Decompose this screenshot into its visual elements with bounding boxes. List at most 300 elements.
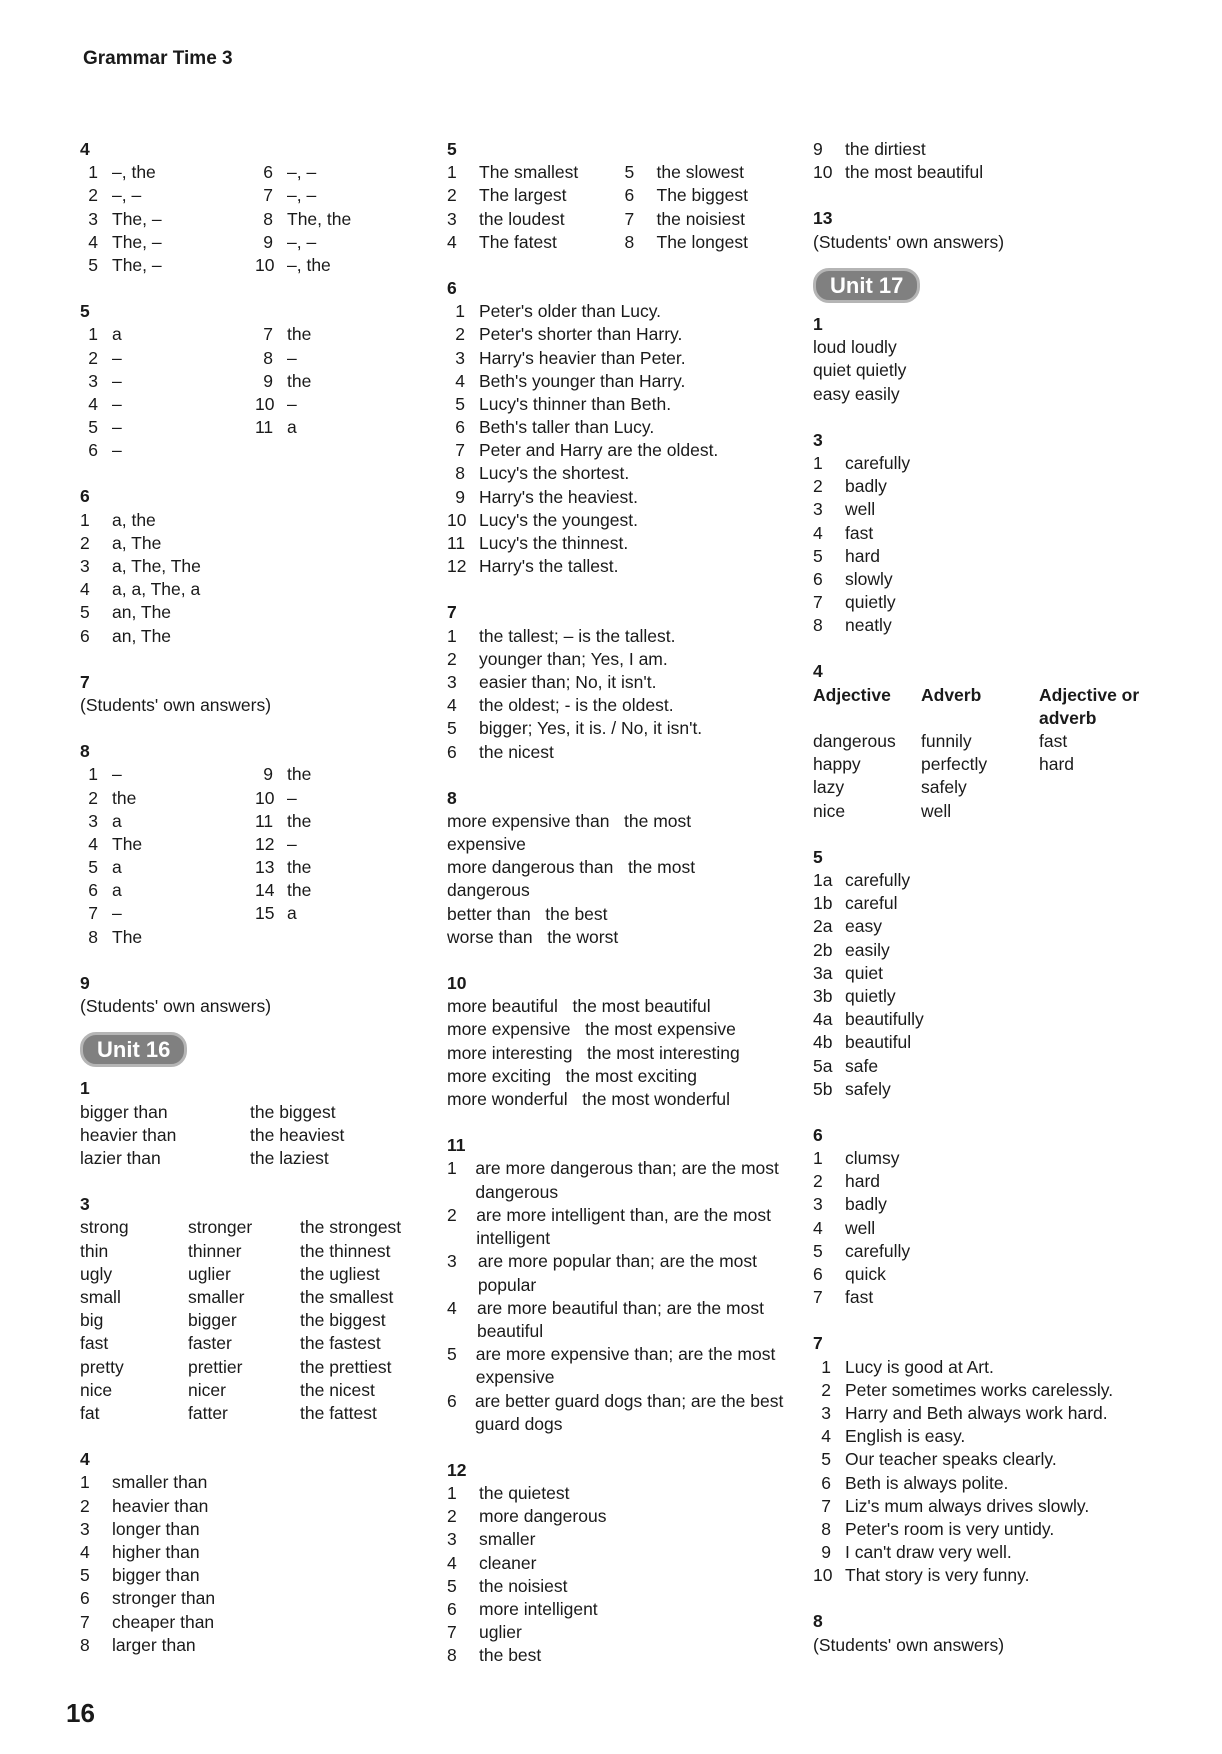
item-number: 8 [821,1518,831,1539]
exercise-5 [447,138,802,254]
exercise-number: 5 [80,301,90,322]
item-number: 8 [88,926,98,947]
right-column [813,138,1173,1680]
item-answer: Lucy's the thinnest. [479,533,629,553]
item-answer: carefully [845,870,911,891]
item-answer: heavier than [112,1495,209,1516]
exercise-number: 7 [447,602,457,623]
item-number: 4a [813,1009,833,1030]
answer-item [447,1482,802,1505]
item-answer: badly [845,476,887,497]
item-answer: The longest [656,231,748,252]
item-number: 3a [813,962,833,983]
item-number: 6 [80,1588,90,1609]
exercise-number: 10 [447,973,467,994]
item-number: 5 [447,718,457,739]
item-answer: a, The [112,532,162,553]
answer-item [80,1611,430,1634]
item-number: 4 [813,1217,823,1238]
answer-item [447,300,802,323]
item-answer: the slowest [656,162,745,183]
item-number: 3 [88,370,98,391]
answer-item [813,1031,1173,1054]
answer-item [80,1587,430,1610]
item-answer: The, – [112,208,162,229]
item-answer: cheaper than [112,1611,215,1632]
table-cell: prettier [188,1356,243,1377]
item-number: 14 [255,880,275,901]
answer-item [80,393,255,416]
answer-item [813,591,1173,614]
answer-item [80,208,255,231]
item-number: 1 [813,452,823,473]
answer-item [813,1425,1173,1448]
exercise-number: 8 [447,787,457,808]
item-answer: hard [845,545,881,566]
answer-item [447,1297,802,1343]
item-answer: the nicest [479,741,554,762]
answer-item [447,1390,802,1436]
table-cell: fat [80,1403,100,1424]
item-answer: the [287,810,312,831]
answer-item [255,787,430,810]
table-row [813,730,1173,753]
answer-item [80,416,255,439]
item-answer: Peter's older than Lucy. [479,301,662,322]
answer-line: worse than the worst [447,926,619,947]
exercise-number: 4 [813,661,823,682]
item-number: 1 [80,1472,90,1493]
table-cell: lazier than [80,1148,161,1169]
item-number: 3 [455,347,465,368]
answer-item [813,1147,1173,1170]
item-answer: longer than [112,1518,200,1539]
table-cell: pretty [80,1356,124,1377]
table-row [80,1309,430,1332]
item-number: 3 [88,208,98,229]
item-number: 8 [455,463,465,484]
exercise-number: 8 [80,741,90,762]
answer-item [625,161,803,184]
item-number: 2 [88,347,98,368]
item-number: 4 [88,833,98,854]
answer-item [813,498,1173,521]
item-number: 4 [88,393,98,414]
table-cell: the ugliest [300,1263,380,1284]
item-number: 7 [821,1495,831,1516]
item-answer: –, – [112,185,142,206]
answer-item [255,161,430,184]
page-number: 16 [66,1698,95,1728]
exercise-number: 5 [447,139,457,159]
answer-item [80,161,255,184]
answer-text: (Students' own answers) [80,694,272,715]
column-header: Adverb [921,684,982,705]
table-cell: faster [188,1333,232,1354]
answer-item [80,833,255,856]
unit17-exercise-1 [813,313,1173,406]
item-answer: smaller [479,1529,536,1550]
table-row [813,800,1173,823]
item-answer: carefully [845,452,911,473]
exercise-8 [80,740,430,949]
item-number: 7 [80,1611,90,1632]
answer-item [447,1552,802,1575]
item-answer: smaller than [112,1472,208,1493]
answer-item [447,462,802,485]
answer-item [447,1598,802,1621]
item-number: 9 [813,139,823,159]
item-answer: I can't draw very well. [845,1542,1012,1563]
answer-item [625,208,803,231]
answer-item [813,915,1173,938]
item-answer: beautifully [845,1009,924,1030]
unit17-exercise-5 [813,846,1173,1101]
item-answer: the tallest; – is the tallest. [479,625,676,646]
table-cell: easily [854,383,900,404]
answer-item [255,184,430,207]
item-answer: the [112,787,137,808]
table-cell: the biggest [300,1310,386,1331]
table-cell: fast [1039,731,1068,752]
answer-item [813,1379,1173,1402]
table-cell: fatter [188,1403,228,1424]
item-number: 10 [255,393,275,414]
item-number: 4 [80,579,90,600]
item-answer: – [112,370,122,391]
item-answer: a [287,417,297,438]
item-answer: –, – [287,231,317,252]
item-number: 1 [80,509,90,530]
item-number: 15 [255,903,275,924]
table-cell: the laziest [250,1148,329,1169]
item-answer: the best [479,1645,542,1666]
item-number: 3 [447,1529,457,1550]
answer-item [447,1250,802,1296]
exercise-number: 4 [80,1449,90,1470]
table-row [813,753,1173,776]
item-number: 1 [447,1158,457,1179]
table-row [80,1124,430,1147]
answer-item [255,856,430,879]
item-answer: are better guard dogs than; are the best guard dogs [474,1390,784,1434]
item-number: 1a [813,870,833,891]
item-number: 1 [88,162,98,183]
item-number: 2 [447,1506,457,1527]
item-number: 3 [813,1194,823,1215]
answer-item [255,323,430,346]
answer-item [447,208,625,231]
column-header: Adjective [813,684,891,705]
answer-item [813,1055,1173,1078]
item-answer: are more dangerous than; are the most dangerous [475,1158,779,1202]
item-answer: The [112,926,143,947]
item-answer: Harry and Beth always work hard. [845,1402,1108,1423]
item-number: 4 [821,1426,831,1447]
item-answer: Harry's the heaviest. [479,486,638,507]
answer-item [255,393,430,416]
answer-item [813,1240,1173,1263]
item-number: 1 [813,1148,823,1169]
item-answer: well [845,499,876,520]
answer-item [80,1541,430,1564]
item-answer: safe [845,1055,879,1076]
table-cell: happy [813,754,861,775]
item-answer: carefully [845,1240,911,1261]
answer-item [813,475,1173,498]
answer-item [813,962,1173,985]
item-number: 3 [447,671,457,692]
item-number: 7 [624,208,635,229]
item-number: 7 [813,1287,823,1308]
item-answer: easy [845,916,882,937]
item-number: 3 [813,499,823,520]
answer-item [447,231,625,254]
column-header: Adjective or adverb [1039,684,1140,728]
item-number: 8 [263,208,273,229]
answer-line: more expensive the most expensive [447,1019,736,1040]
item-number: 3 [821,1402,831,1423]
exercise-number: 12 [447,1459,467,1480]
item-number: 2 [813,1171,823,1192]
item-answer: the noisiest [479,1575,568,1596]
answer-item [80,323,255,346]
table-row [813,359,1173,382]
item-number: 4 [813,522,823,543]
item-answer: Lucy's the shortest. [479,463,630,484]
table-row [80,1216,430,1239]
table-row [80,1147,430,1170]
answer-item [813,1078,1173,1101]
left-column [80,138,430,1680]
item-number: 6 [447,741,457,762]
item-answer: – [287,833,297,854]
exercise-12-continued [813,138,1173,184]
table-cell: the fattest [300,1403,377,1424]
answer-item [447,1505,802,1528]
item-answer: clumsy [845,1148,900,1169]
answer-item [813,614,1173,637]
item-number: 3 [80,556,90,576]
answer-item [447,1528,802,1551]
item-number: 5 [624,162,635,183]
answer-item [813,1495,1173,1518]
table-cell: the fastest [300,1333,381,1354]
answer-item [80,763,255,786]
item-answer: The, – [112,254,162,275]
table-cell: loud [813,337,847,358]
answer-text: (Students' own answers) [813,1634,1005,1655]
answer-item [447,1621,802,1644]
item-number: 4 [80,1541,90,1562]
answer-item [447,347,802,370]
item-answer: higher than [112,1541,200,1562]
item-number: 6 [80,625,90,646]
item-number: 1 [447,162,457,183]
table-cell: fast [80,1333,109,1354]
item-number: 10 [447,509,467,530]
item-number: 7 [813,592,823,613]
exercise-number: 5 [813,846,823,867]
item-number: 10 [813,1565,833,1586]
item-answer: a [287,903,297,924]
answer-item [813,869,1173,892]
table-cell: bigger than [80,1101,168,1122]
item-answer: a [112,324,122,345]
answer-item [255,879,430,902]
table-cell: nice [813,800,846,821]
item-number: 5 [447,1344,457,1365]
item-answer: – [112,393,122,414]
answer-item [447,439,802,462]
item-answer: are more intelligent than, are the most intelligent [476,1204,771,1249]
item-answer: – [287,393,297,414]
item-answer: a, The, The [112,556,201,576]
item-answer: Peter's shorter than Harry. [479,324,683,345]
exercise-number: 9 [80,972,90,993]
table-cell: perfectly [921,754,988,775]
item-number: 1 [447,1483,457,1504]
answer-item [813,545,1173,568]
item-number: 8 [263,347,273,368]
item-answer: –, – [287,185,317,206]
exercise-5 [80,300,430,462]
table-header [813,684,1173,730]
answer-item [447,486,802,509]
answer-item [447,555,802,578]
unit17-exercise-7 [813,1332,1173,1587]
item-number: 12 [447,556,467,577]
table-cell: small [80,1287,121,1308]
answer-item [447,416,802,439]
item-number: 6 [813,568,823,589]
exercise-number: 7 [813,1333,823,1354]
answer-item [625,231,803,254]
table-cell: nice [80,1379,113,1400]
item-number: 7 [263,324,273,345]
answer-item [255,763,430,786]
item-number: 9 [455,486,465,507]
answer-item [447,509,802,532]
answer-item [80,810,255,833]
item-number: 6 [813,1264,823,1285]
item-answer: are more beautiful than; are the most beautiful [476,1297,764,1341]
item-answer: The largest [479,185,567,206]
item-number: 4 [447,695,457,716]
answer-item [255,902,430,925]
exercise-6 [80,485,430,647]
exercise-7 [447,601,802,763]
answer-item [447,1157,802,1203]
item-number: 5 [447,1575,457,1596]
table-cell: uglier [188,1263,231,1284]
item-number: 6 [624,185,635,206]
item-number: 6 [821,1472,831,1493]
item-answer: the most beautiful [845,162,984,183]
exercise-number: 8 [813,1611,823,1632]
answer-item [813,1448,1173,1471]
answer-item [447,370,802,393]
answer-item [80,625,430,648]
answer-item [255,370,430,393]
item-answer: quiet [845,962,883,983]
item-answer: –, the [287,254,331,275]
item-number: 4 [88,231,98,252]
table-cell: hard [1039,754,1075,775]
item-answer: easily [845,939,890,960]
answer-item [80,231,255,254]
item-number: 2 [447,185,457,206]
table-cell: the biggest [250,1101,336,1122]
item-number: 6 [447,1390,457,1411]
answer-item [80,1495,430,1518]
exercise-number: 6 [447,277,457,298]
item-number: 2 [447,1204,457,1225]
exercise-number: 4 [80,139,90,159]
item-answer: Beth's younger than Harry. [479,370,686,391]
item-answer: The [112,833,143,854]
item-answer: The smallest [479,162,579,183]
item-answer: the [287,370,312,391]
item-answer: larger than [112,1634,196,1655]
exercise-number: 3 [80,1194,90,1215]
table-row [80,1286,430,1309]
item-answer: –, the [112,162,156,183]
item-answer: – [112,347,122,368]
item-answer: That story is very funny. [845,1565,1030,1586]
item-answer: younger than; Yes, I am. [479,648,668,669]
item-answer: fast [845,1287,874,1308]
item-number: 7 [455,440,465,461]
item-answer: the dirtiest [845,139,926,159]
answer-item [447,694,802,717]
table-cell: heavier than [80,1124,177,1145]
table-cell: quiet [813,360,851,381]
answer-item [80,787,255,810]
item-number: 8 [447,1645,457,1666]
answer-item [80,1564,430,1587]
item-answer: hard [845,1171,881,1192]
item-number: 5 [88,417,98,438]
item-number: 7 [263,185,273,206]
item-number: 5a [813,1055,833,1076]
item-answer: uglier [479,1622,522,1643]
table-row [813,383,1173,406]
answer-line: more beautiful the most beautiful [447,996,711,1017]
answer-item [80,509,430,532]
item-number: 5 [88,254,98,275]
exercise-number: 13 [813,208,833,229]
exercise-number: 6 [813,1124,823,1145]
answer-item [447,532,802,555]
item-number: 13 [255,857,275,878]
page-header-title: Grammar Time 3 [83,48,233,69]
table-row [80,1101,430,1124]
item-answer: –, – [287,162,317,183]
item-answer: beautiful [845,1032,912,1053]
item-answer: cleaner [479,1552,537,1573]
table-cell: smaller [188,1287,245,1308]
table-cell [1039,776,1173,799]
table-row [80,1402,430,1425]
item-answer: slowly [845,568,893,589]
unit-17-badge: Unit 17 [813,268,920,303]
item-answer: – [112,903,122,924]
table-cell: well [921,800,952,821]
exercise-4 [80,138,430,277]
exercise-11 [447,1134,802,1436]
item-number: 5 [813,545,823,566]
